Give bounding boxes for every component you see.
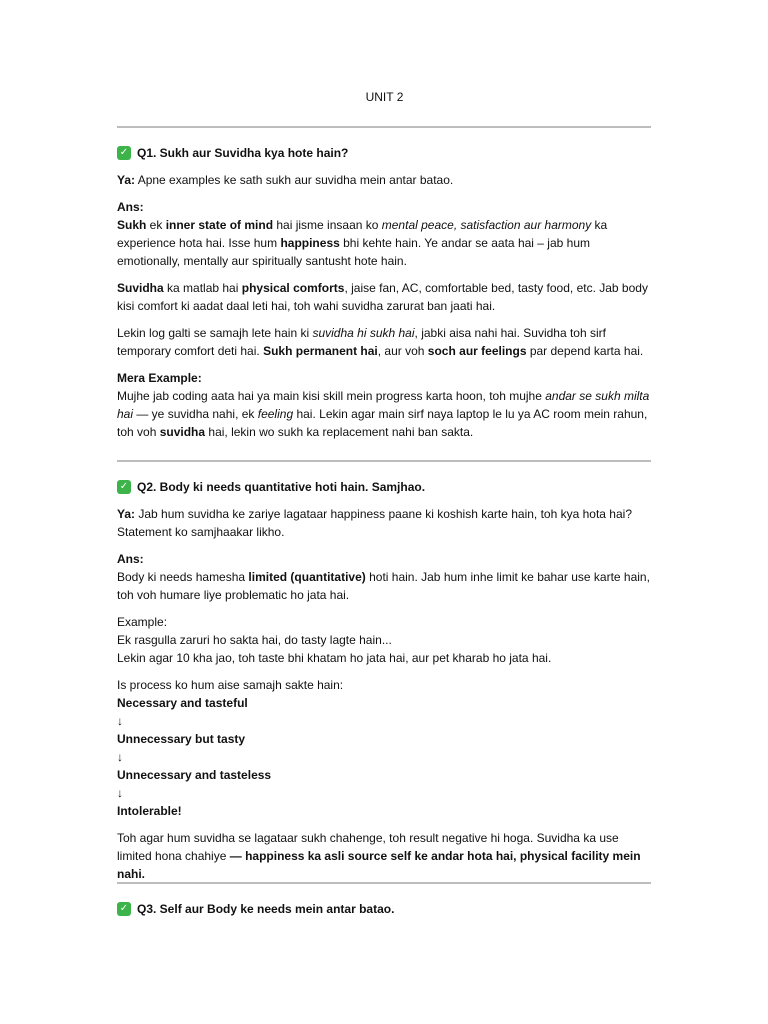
process-step <box>117 694 652 712</box>
divider <box>117 126 651 128</box>
process-step-2: Unnecessary but tasty <box>117 732 246 746</box>
divider <box>117 882 651 884</box>
q2-example-line-2: Lekin agar 10 kha jao, toh taste bhi khatam ho jata hai, aur pet kharab ho jata hai. <box>117 651 552 665</box>
q1-example-label <box>117 369 652 387</box>
question-2-text: Q2. Body ki needs quantitative hoti hain. Samjhao. <box>137 480 426 494</box>
q1-paragraph-4 <box>117 387 652 441</box>
text-run: suvidha hi sukh hai <box>312 326 415 340</box>
text-run: , aur voh <box>377 344 428 358</box>
question-1-section <box>117 144 652 441</box>
question-3-text: Q3. Self aur Body ke needs mein antar batao. <box>137 902 395 916</box>
question-3-heading <box>117 900 652 918</box>
ya-label: Ya: <box>117 507 136 521</box>
text-run: mental peace, satisfaction aur harmony <box>381 218 592 232</box>
text-run: Suvidha <box>117 281 164 295</box>
q2-example-label: Example: <box>117 615 168 629</box>
check-icon: ✓ <box>117 902 131 916</box>
text-run: — happiness ka asli source self ke andar hota hai, physical facility mein nahi. <box>117 849 641 881</box>
unit-title: UNIT 2 <box>365 90 404 104</box>
process-step <box>117 766 652 784</box>
text-run: soch aur feelings <box>427 344 527 358</box>
ans-label: Ans: <box>117 552 144 566</box>
process-step-4: Intolerable! <box>117 804 182 818</box>
text-run: hoti hain. Jab hum inhe limit ke bahar use karte hain, toh voh humare liye problematic ho jata hai. <box>117 570 650 602</box>
q1-paragraph-3 <box>117 324 652 360</box>
text-run: — ye suvidha nahi, ek <box>133 407 258 421</box>
text-run: feeling <box>257 407 294 421</box>
text-run: andar se sukh milta hai <box>117 389 650 421</box>
process-step <box>117 802 652 820</box>
example-label: Mera Example: <box>117 371 202 385</box>
text-run: bhi kehte hain. Ye andar se aata hai – jab hum emotionally, mentally aur spiritually santusht hote hain. <box>117 236 590 268</box>
q2-alt-question <box>117 505 652 541</box>
question-3-section <box>117 900 652 918</box>
ya-text: Apne examples ke sath sukh aur suvidha mein antar batao. <box>135 173 454 187</box>
text-run: hai, lekin wo sukh ka replacement nahi ban sakta. <box>205 425 474 439</box>
text-run: ek <box>146 218 166 232</box>
text-run: hai. Lekin agar main sirf naya laptop le lu ya AC room mein rahun, toh voh <box>117 407 648 439</box>
q2-paragraph-final <box>117 829 652 883</box>
q1-alt-question <box>117 171 652 189</box>
q1-ans-label <box>117 198 652 216</box>
q2-example-line-1: Ek rasgulla zaruri ho sakta hai, do tasty lagte hain... <box>117 633 392 647</box>
ya-label: Ya: <box>117 173 136 187</box>
text-run: limited (quantitative) <box>248 570 366 584</box>
text-run: Sukh permanent hai <box>263 344 378 358</box>
process-step-3: Unnecessary and tasteless <box>117 768 272 782</box>
text-run: , jabki aisa nahi hai. Suvidha toh sirf temporary comfort deti hai. <box>117 326 606 358</box>
down-arrow-icon: ↓ <box>117 714 123 728</box>
question-1-text: Q1. Sukh aur Suvidha kya hote hain? <box>137 146 349 160</box>
text-run: Sukh <box>117 218 147 232</box>
text-run: physical comforts <box>241 281 345 295</box>
ans-label: Ans: <box>117 200 144 214</box>
text-run: ka experience hota hai. Isse hum <box>117 218 608 250</box>
question-1-heading <box>117 144 652 162</box>
text-run: ka matlab hai <box>163 281 242 295</box>
text-run: inner state of mind <box>165 218 274 232</box>
check-icon: ✓ <box>117 146 131 160</box>
q2-paragraph-1 <box>117 568 652 604</box>
divider <box>117 460 651 462</box>
ya-text: Jab hum suvidha ke zariye lagataar happiness paane ki koshish karte hain, toh kya hota hai? Statement ko samjhaakar likho. <box>117 507 632 539</box>
down-arrow-icon: ↓ <box>117 786 123 800</box>
q1-paragraph-1 <box>117 216 652 270</box>
down-arrow-icon: ↓ <box>117 750 123 764</box>
process-step <box>117 730 652 748</box>
text-run: Body ki needs hamesha <box>117 570 249 584</box>
q1-paragraph-2 <box>117 279 652 315</box>
text-run: Toh agar hum suvidha se lagataar sukh chahenge, toh result negative hi hoga. Suvidha ka use limited hona chahiye <box>117 831 619 863</box>
question-2-heading <box>117 478 652 496</box>
check-icon: ✓ <box>117 480 131 494</box>
q2-process-intro: Is process ko hum aise samajh sakte hain: <box>117 678 344 692</box>
q2-ans-label <box>117 550 652 568</box>
text-run: par depend karta hai. <box>526 344 644 358</box>
text-run: Mujhe jab coding aata hai ya main kisi skill mein progress karta hoon, toh mujhe <box>117 389 546 403</box>
text-run: , jaise fan, AC, comfortable bed, tasty food, etc. Jab body kisi comfort ki aadat daal leti hai, toh wahi suvidha zarurat ban jaati hai. <box>117 281 648 313</box>
question-2-section <box>117 478 652 883</box>
text-run: suvidha <box>159 425 206 439</box>
text-run: happiness <box>280 236 340 250</box>
text-run: Lekin log galti se samajh lete hain ki <box>117 326 313 340</box>
text-run: hai jisme insaan ko <box>273 218 382 232</box>
process-step-1: Necessary and tasteful <box>117 696 248 710</box>
